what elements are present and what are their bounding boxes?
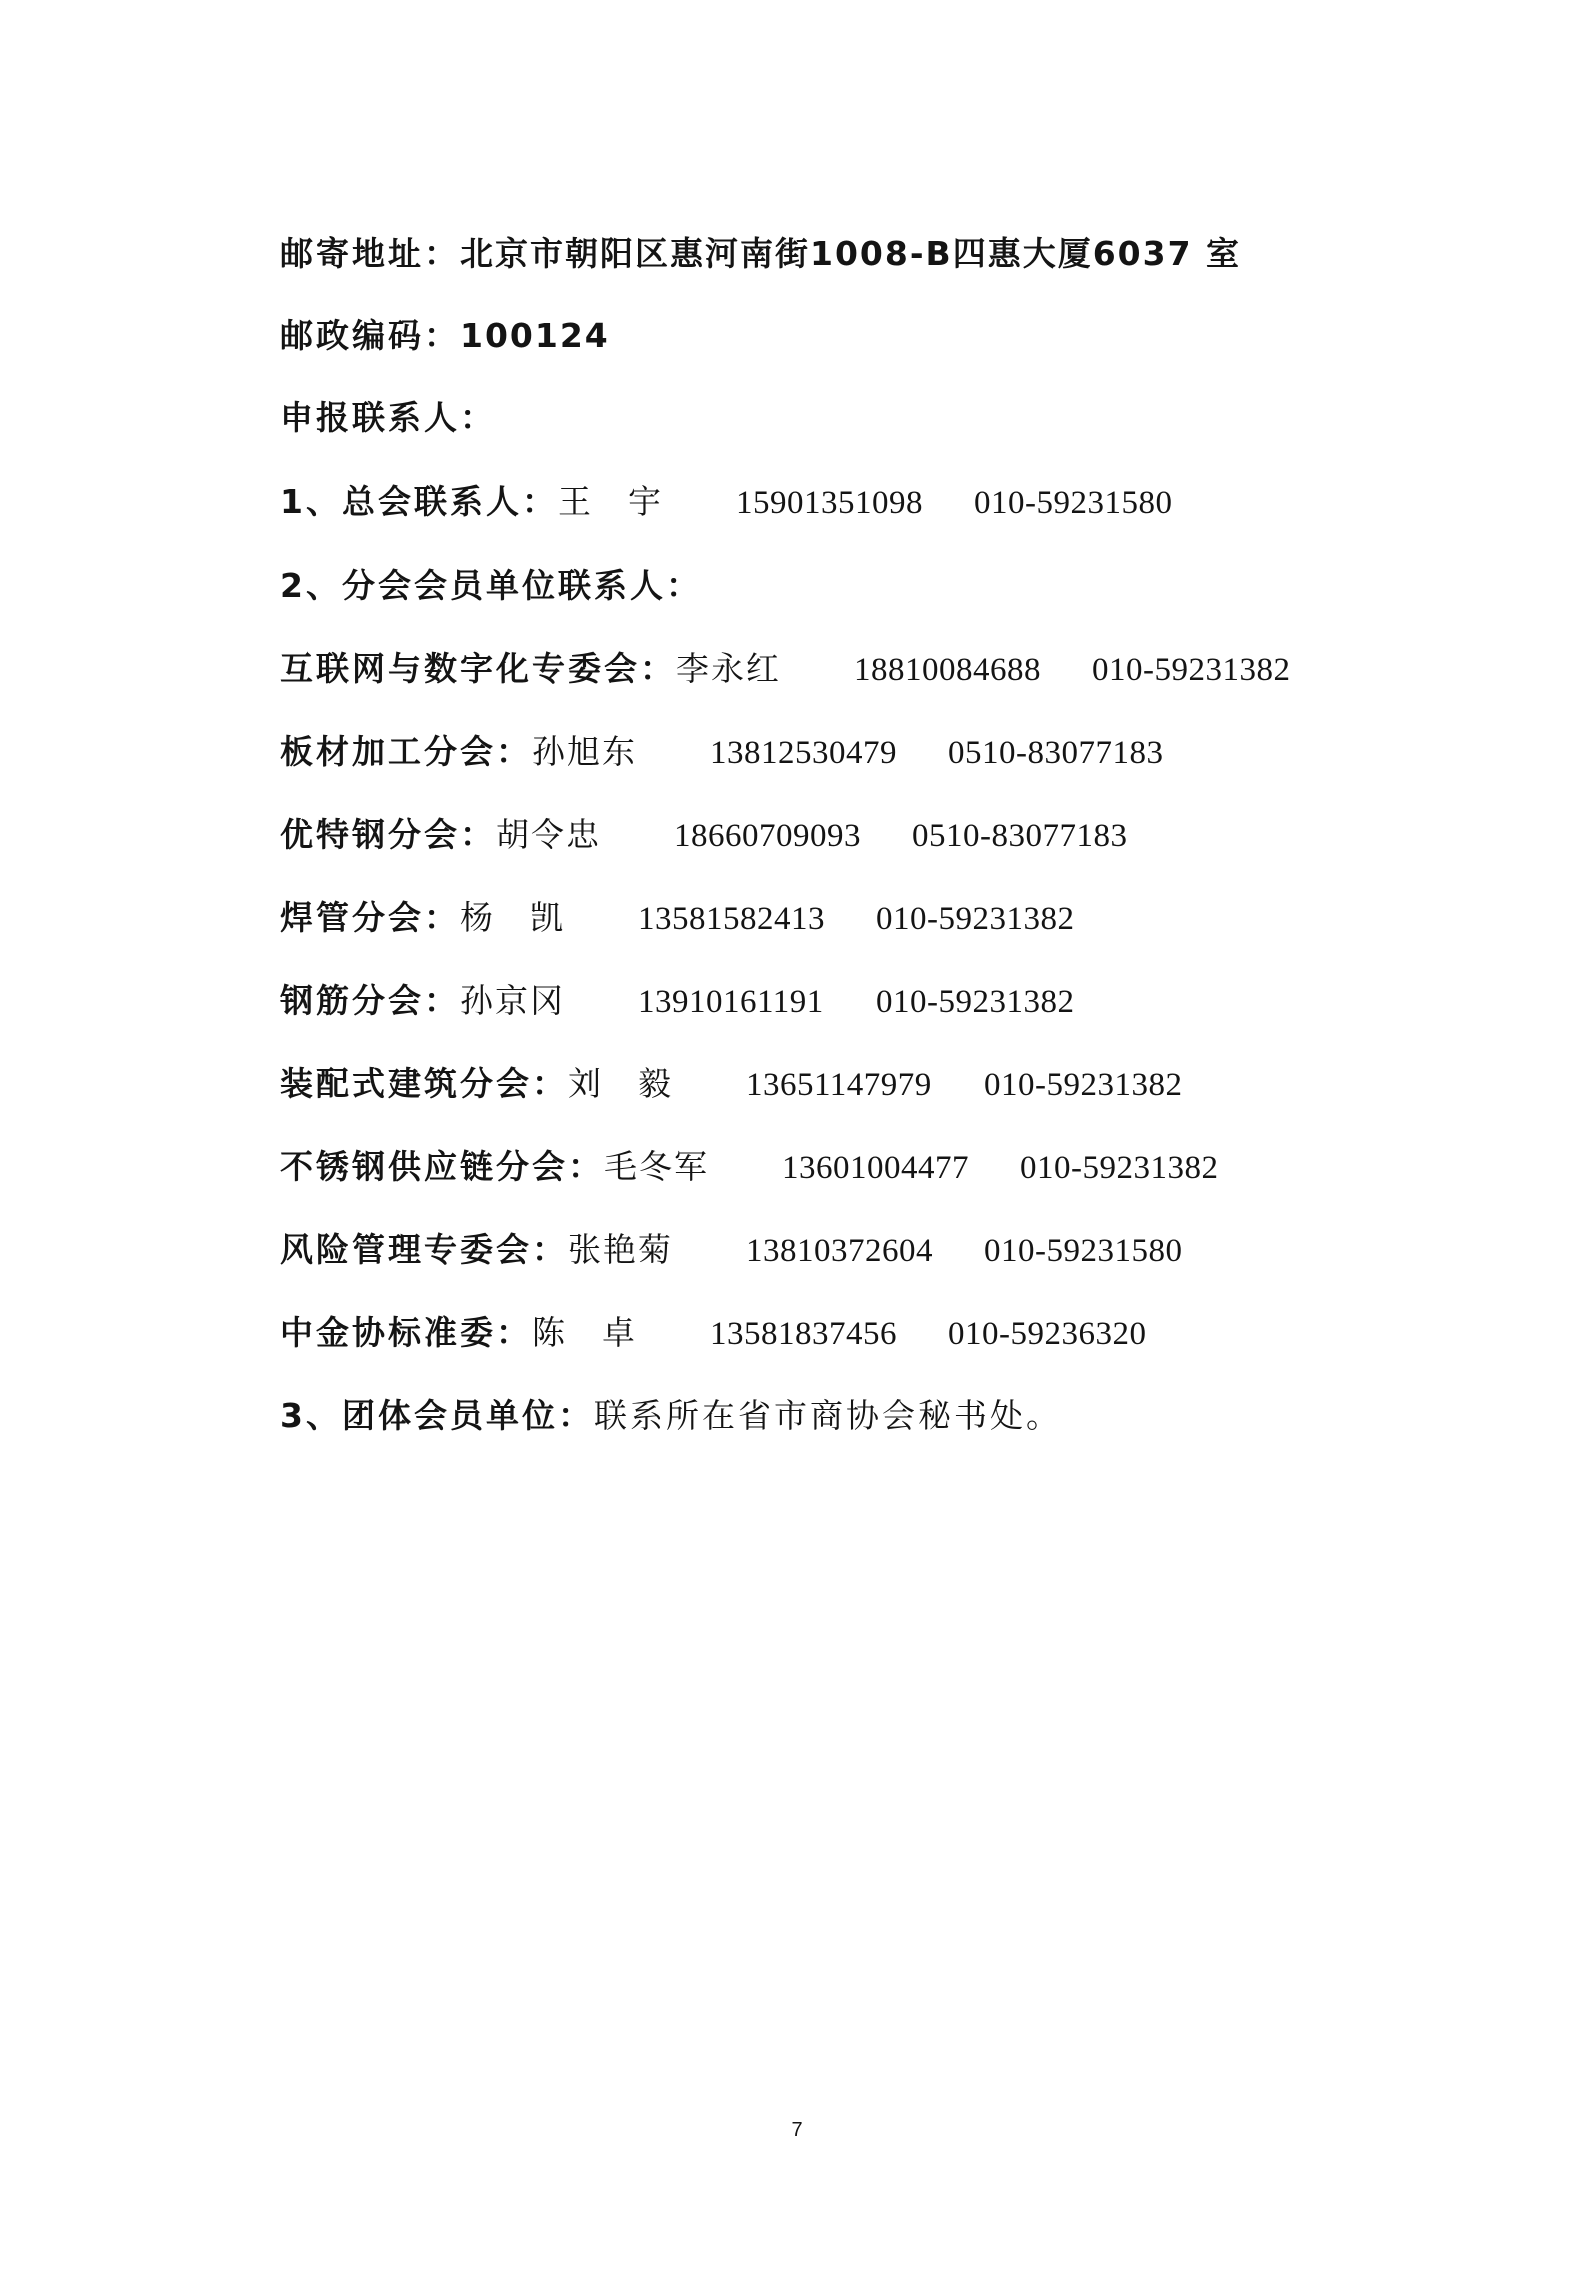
branch-contact-row — [280, 1230, 1183, 1271]
branch-label: 不锈钢供应链分会： — [280, 1147, 604, 1186]
branch-contact-phone: 010-59231382 — [1020, 1150, 1219, 1186]
branch-label: 板材加工分会： — [280, 732, 532, 771]
general-contact-label: 1、总会联系人： — [280, 482, 558, 521]
group-members-text: 联系所在省市商协会秘书处。 — [593, 1396, 1062, 1435]
branch-heading — [280, 566, 702, 606]
address-line — [280, 234, 1241, 274]
branch-contact-phone: 0510-83077183 — [912, 818, 1128, 854]
branch-label: 焊管分会： — [280, 898, 460, 937]
branch-contact-row — [280, 981, 1075, 1022]
group-members-label: 3、团体会员单位： — [280, 1396, 594, 1435]
general-contact-phone: 010-59231580 — [973, 485, 1173, 521]
branch-contact-phone: 010-59231382 — [1092, 652, 1291, 688]
branch-label: 互联网与数字化专委会： — [280, 649, 676, 688]
branch-contact-name: 毛冬军 — [604, 1147, 709, 1186]
contacts-heading — [280, 398, 496, 438]
branch-contact-mobile: 13810372604 — [746, 1233, 933, 1269]
branch-contact-name: 陈 卓 — [532, 1313, 637, 1352]
general-contact-mobile: 15901351098 — [735, 485, 923, 521]
postcode-line — [280, 316, 610, 356]
branch-contact-name: 孙京冈 — [460, 981, 565, 1020]
branch-contact-row — [280, 1313, 1147, 1354]
branch-contact-row — [280, 1147, 1219, 1188]
branch-contact-row — [280, 1064, 1183, 1105]
branch-contact-name: 杨 凯 — [460, 898, 565, 937]
group-members-line — [280, 1396, 1062, 1436]
branch-contact-name: 刘 毅 — [568, 1064, 673, 1103]
branch-contact-row — [280, 815, 1128, 856]
general-contact-line — [280, 482, 1172, 523]
postcode-label: 邮政编码： — [280, 316, 460, 355]
branch-label: 装配式建筑分会： — [280, 1064, 568, 1103]
branch-label: 中金协标准委： — [280, 1313, 532, 1352]
general-contact-name: 王 宇 — [557, 482, 663, 521]
branch-contact-mobile: 13910161191 — [638, 984, 824, 1020]
branch-contact-row — [280, 898, 1075, 939]
branch-contact-phone: 0510-83077183 — [948, 735, 1164, 771]
branch-contact-phone: 010-59231382 — [984, 1067, 1183, 1103]
branch-contact-phone: 010-59231382 — [876, 901, 1075, 937]
branch-heading-text: 2、分会会员单位联系人： — [280, 566, 702, 605]
branch-contact-mobile: 13651147979 — [746, 1067, 932, 1103]
branch-contact-name: 张艳菊 — [568, 1230, 673, 1269]
address-label: 邮寄地址： — [280, 234, 460, 273]
branch-contact-phone: 010-59231382 — [876, 984, 1075, 1020]
branch-contact-mobile: 13812530479 — [710, 735, 897, 771]
address-value: 北京市朝阳区惠河南街1008-B四惠大厦6037 室 — [460, 234, 1242, 273]
branch-contact-mobile: 13581837456 — [710, 1316, 897, 1352]
page-number: 7 — [791, 2119, 803, 2141]
branch-contact-phone: 010-59231580 — [984, 1233, 1183, 1269]
branch-label: 风险管理专委会： — [280, 1230, 568, 1269]
branch-contact-mobile: 18810084688 — [854, 652, 1041, 688]
branch-contact-name: 李永红 — [676, 649, 781, 688]
branch-contact-phone: 010-59236320 — [948, 1316, 1147, 1352]
branch-contact-mobile: 18660709093 — [674, 818, 861, 854]
branch-label: 钢筋分会： — [280, 981, 460, 1020]
branch-contact-mobile: 13581582413 — [638, 901, 825, 937]
postcode-value: 100124 — [460, 316, 610, 355]
branch-label: 优特钢分会： — [280, 815, 496, 854]
branch-contact-mobile: 13601004477 — [782, 1150, 969, 1186]
branch-contact-name: 孙旭东 — [532, 732, 637, 771]
branch-contact-name: 胡令忠 — [496, 815, 601, 854]
branch-contact-row — [280, 732, 1164, 773]
branch-contact-row — [280, 649, 1291, 690]
contacts-heading-text: 申报联系人： — [280, 398, 496, 437]
